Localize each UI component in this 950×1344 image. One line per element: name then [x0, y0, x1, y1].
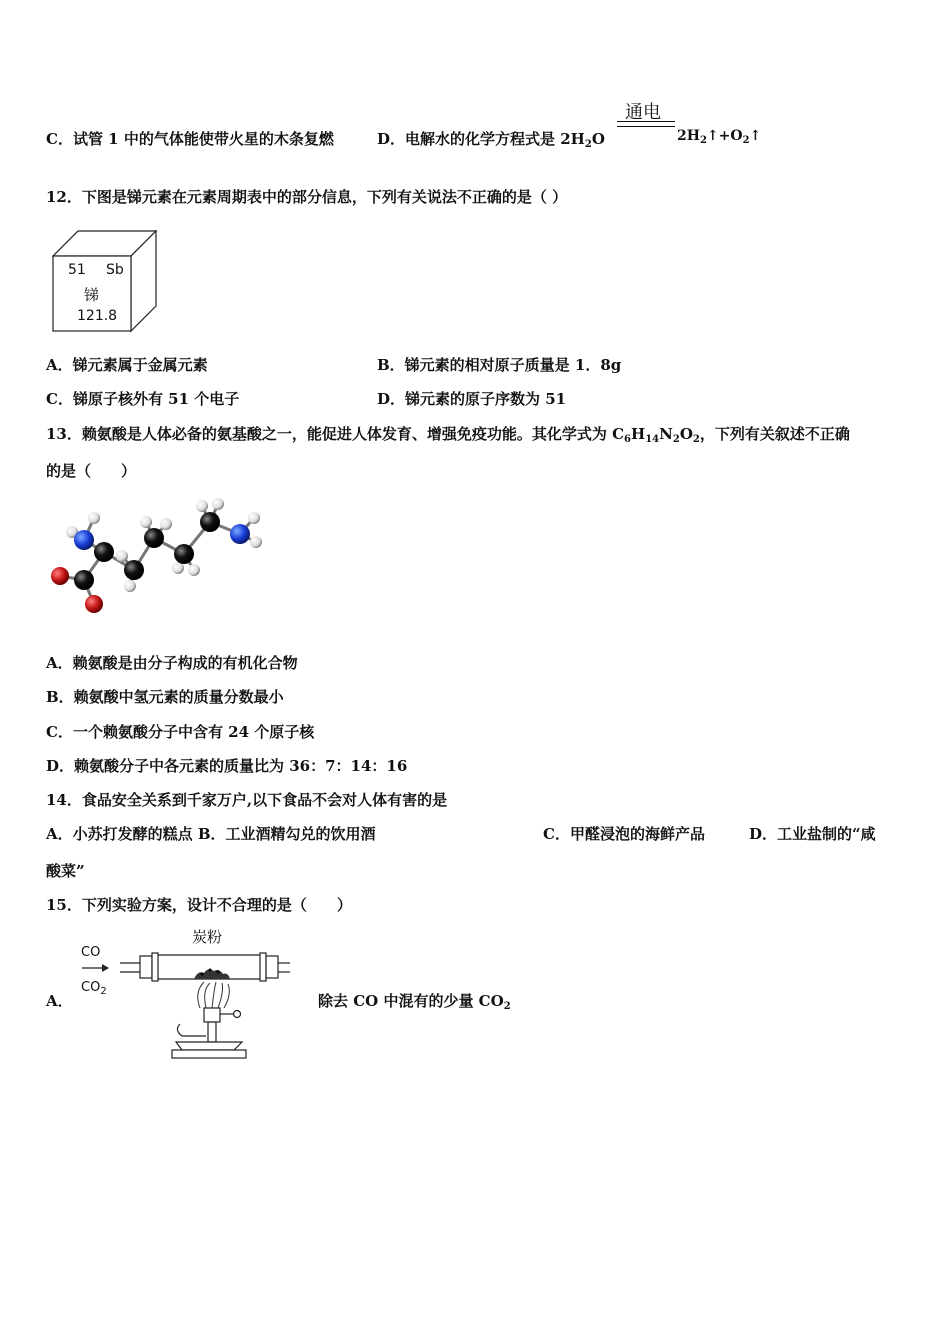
q11-condition: 通电 — [625, 102, 661, 123]
q13-option-b: B．赖氨酸中氢元素的质量分数最小 — [46, 688, 284, 706]
q12-option-b: B．锑元素的相对原子质量是 1．8g — [377, 356, 622, 374]
q12-option-a: A．锑元素属于金属元素 — [46, 356, 208, 374]
formula-sub-c: 6 — [624, 434, 632, 445]
q15-stem: 15．下列实验方案，设计不合理的是（ ） — [46, 896, 352, 914]
q11-p-sub3: 2 — [742, 135, 750, 146]
q11-reaction-arrow — [617, 121, 675, 127]
q11-d-prefix: D．电解水的化学方程式是 2H — [377, 130, 585, 148]
element-mass: 121.8 — [77, 308, 118, 324]
fig-carbon-powder-label: 炭粉 — [192, 928, 223, 946]
q12-option-d: D．锑元素的原子序数为 51 — [377, 390, 567, 408]
q11-p2: ↑+O — [706, 128, 743, 144]
element-name: 锑 — [84, 286, 100, 304]
fig-co-label: CO — [81, 945, 101, 960]
apparatus-drawing — [78, 926, 303, 1066]
q11-d-sub1: 2 — [584, 139, 592, 150]
q15-a-sub: 2 — [503, 1001, 511, 1012]
formula-sub-n: 2 — [672, 434, 680, 445]
q15-option-a-text — [318, 990, 511, 1012]
q13-stem-line2: 的是（ ） — [46, 462, 137, 480]
formula-h: H — [631, 425, 646, 443]
formula-n: N — [659, 425, 673, 443]
q13-option-d: D．赖氨酸分子中各元素的质量比为 36：7：14：16 — [46, 757, 408, 775]
fig-co2-label — [81, 980, 107, 997]
q14-option-d-line1: D．工业盐制的“咸 — [749, 825, 876, 843]
q11-d-o: O — [591, 130, 605, 148]
lysine-molecule-model — [42, 492, 272, 622]
q13-option-c: C．一个赖氨酸分子中含有 24 个原子核 — [46, 723, 315, 741]
q13-stem-b: ，下列有关叙述不正确 — [699, 425, 850, 443]
element-symbol: Sb — [106, 262, 124, 278]
formula-o: O — [679, 425, 693, 443]
q11-option-c: C．试管 1 中的气体能使带火星的木条复燃 — [46, 130, 334, 148]
formula-sub-h: 14 — [645, 434, 660, 445]
q12-element-card — [52, 230, 160, 334]
q15-a-text: 除去 CO 中混有的少量 CO — [318, 992, 504, 1010]
fig-co2-text: CO — [81, 980, 101, 995]
q14-option-c: C．甲醛浸泡的海鲜产品 — [543, 825, 705, 843]
q11-p3: ↑ — [749, 128, 762, 144]
q15-apparatus-figure — [78, 926, 303, 1066]
q13-stem-a: 13．赖氨酸是人体必备的氨基酸之一，能促进人体发育、增强免疫功能。其化学式为 C — [46, 425, 625, 443]
q15-option-a-label: A． — [46, 992, 73, 1010]
element-number: 51 — [68, 262, 86, 278]
q14-option-ab: A．小苏打发酵的糕点 B．工业酒精勾兑的饮用酒 — [46, 825, 376, 843]
q11-option-d — [377, 128, 605, 150]
q12-option-c: C．锑原子核外有 51 个电子 — [46, 390, 240, 408]
q11-p-sub2: 2 — [699, 135, 707, 146]
q14-option-d-line2: 酸菜” — [46, 862, 85, 880]
q13-option-a: A．赖氨酸是由分子构成的有机化合物 — [46, 654, 298, 672]
q11-p1: 2H — [677, 128, 700, 144]
q11-products — [677, 128, 761, 146]
fig-co2-sub: 2 — [100, 986, 107, 997]
q13-stem-line1 — [46, 423, 850, 445]
formula-sub-o: 2 — [692, 434, 700, 445]
q14-stem: 14．食品安全关系到千家万户,以下食品不会对人体有害的是 — [46, 791, 448, 809]
q12-stem: 12．下图是锑元素在元素周期表中的部分信息，下列有关说法不正确的是（ ） — [46, 188, 568, 206]
